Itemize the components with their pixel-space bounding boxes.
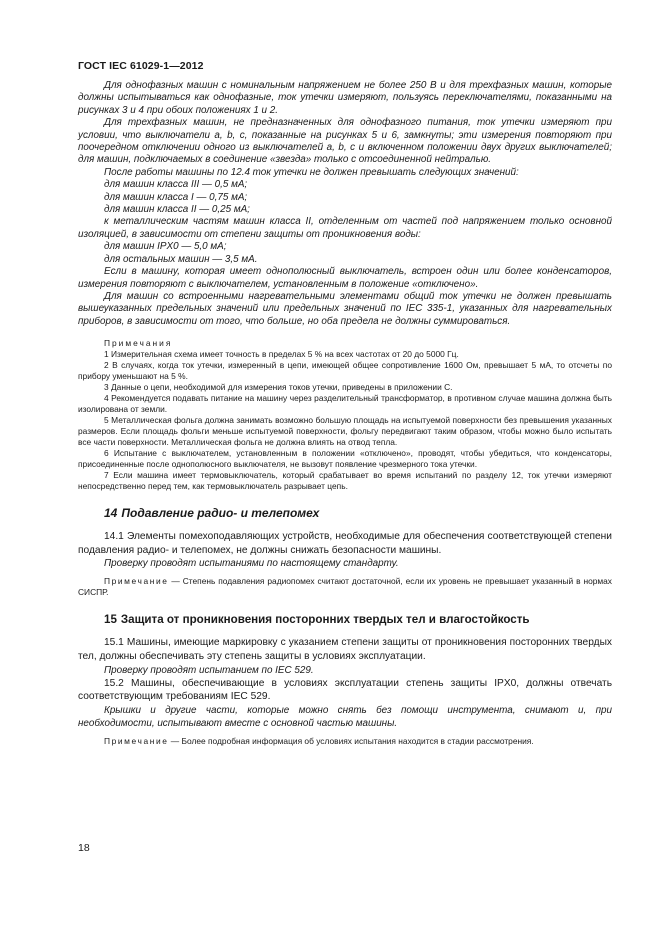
- note-label: Примечание: [104, 576, 169, 587]
- page-number: 18: [78, 842, 90, 854]
- note-item: 5 Металлическая фольга должна занимать возможно большую площадь на испытуемой поверхности без превышения указанных размеров. Если площадь фольги меньше испытуемой поверхности, фольгу передвигают таким образом, чтобы можно было испытать все части поверхности. Металлическая фольга не должна влиять на отвод тепла.: [78, 415, 612, 448]
- section-title: Подавление радио- и телепомех: [121, 506, 320, 521]
- section-15-heading: [78, 613, 612, 626]
- paragraph: Проверку проводят испытанием по IEC 529.: [104, 664, 314, 676]
- section-number: 15: [104, 613, 117, 627]
- paragraph: к металлическим частям машин класса II, отделенным от частей под напряжением только основной изоляцией, в зависимости от степени защиты от проникновения воды:: [78, 216, 612, 240]
- section-number: 14: [104, 506, 118, 521]
- paragraph: Если в машину, которая имеет однополюсный выключатель, встроен один или более конденсаторов, измерения повторяют с выключателем, установленным в положение «отключено».: [78, 266, 612, 290]
- list-item: для машин класса III — 0,5 мА;: [104, 179, 248, 191]
- note-label: Примечание: [104, 735, 169, 746]
- note-item: [78, 576, 612, 598]
- paragraph: Для трехфазных машин, не предназначенных для однофазного питания, ток утечки измеряют при условии, что выключатели a, b, c, показанные на рисунках 5 и 6, замкнуты; эти измерения повторяют при поочередном отключении одного из выключателей a, b, c и включенном положении двух других выключателей; для машин, подключаемых в соединение «звезда» только с отсоединенной нейтралью.: [78, 117, 612, 166]
- note-item: 2 В случаях, когда ток утечки, измеренный в цепи, имеющей общее сопротивление 1600 Ом, превышает 5 мА, то отсчеты по прибору уменьшают на 5 %.: [78, 360, 612, 382]
- section-title: Защита от проникновения посторонних твердых тел и влагостойкость: [120, 613, 530, 627]
- document-header: ГОСТ IEC 61029-1—2012: [78, 60, 204, 72]
- paragraph: После работы машины по 12.4 ток утечки не должен превышать следующих значений:: [104, 166, 519, 178]
- note-item: 4 Рекомендуется подавать питание на машину через разделительный трансформатор, в противном случае машина должна быть изолирована от земли.: [78, 393, 612, 415]
- list-item: для машин класса II — 0,25 мА;: [104, 204, 250, 216]
- paragraph: 15.1 Машины, имеющие маркировку с указанием степени защиты от проникновения посторонних твердых тел, должны обеспечивать эту степень защиты в условиях эксплуатации.: [78, 637, 612, 662]
- note-text: — Более подробная информация об условиях испытания находится в стадии рассмотрения.: [168, 735, 534, 746]
- note-text: — Степень подавления радиопомех считают достаточной, если их уровень не превышает указанный в нормах СИСПР.: [78, 576, 612, 598]
- document-body: [78, 80, 612, 747]
- note-item: 1 Измерительная схема имеет точность в пределах 5 % на всех частотах от 20 до 5000 Гц.: [104, 349, 459, 360]
- note-item: 6 Испытание с выключателем, установленным в положении «отключено», проводят, чтобы убедиться, что конденсаторы, присоединенные после однополюсного выключателя, не вызовут появление чрезмерного тока утечки.: [78, 448, 612, 470]
- paragraph: Проверку проводят испытаниями по настоящему стандарту.: [104, 558, 399, 570]
- paragraph: Крышки и другие части, которые можно снять без помощи инструмента, снимают и, при необходимости, испытывают вместе с основной частью машины.: [78, 704, 612, 729]
- note-item: 3 Данные о цепи, необходимой для измерения токов утечки, приведены в приложении С.: [104, 382, 453, 393]
- list-item: для машин класса I — 0,75 мА;: [104, 191, 248, 203]
- paragraph: 15.2 Машины, обеспечивающие в условиях эксплуатации степень защиты IPX0, должны отвечать соответствующим требованиям IEC 529.: [78, 677, 612, 703]
- note-item: [78, 736, 612, 747]
- section-14-heading: [78, 506, 612, 520]
- paragraph: Для однофазных машин с номинальным напряжением не более 250 В и для трехфазных машин, которые должны испытываться как однофазные, ток утечки измеряют, пользуясь переключателями, показанными на рисунках 3 и 4 при обоих положениях 1 и 2.: [78, 80, 612, 116]
- notes-title: Примечания: [104, 338, 173, 349]
- list-item: для машин IPX0 — 5,0 мА;: [104, 241, 227, 253]
- paragraph: 14.1 Элементы помехоподавляющих устройств, необходимые для обеспечения соответствующей степени подавления радио- и телепомех, не должны снижать безопасности машины.: [78, 531, 612, 556]
- paragraph: Для машин со встроенными нагревательными элементами общий ток утечки не должен превышать вышеуказанных предельных значений или предельных значений по IEC 335-1, указанных для нагревательных приборов, в зависимости от того, что больше, но оба предела не должны суммироваться.: [78, 290, 612, 327]
- note-item: 7 Если машина имеет термовыключатель, который срабатывает во время испытаний по разделу 12, ток утечки измеряют непосредственно перед тем, как термовыключатель разрывает цепь.: [78, 470, 612, 492]
- list-item: для остальных машин — 3,5 мА.: [104, 253, 258, 265]
